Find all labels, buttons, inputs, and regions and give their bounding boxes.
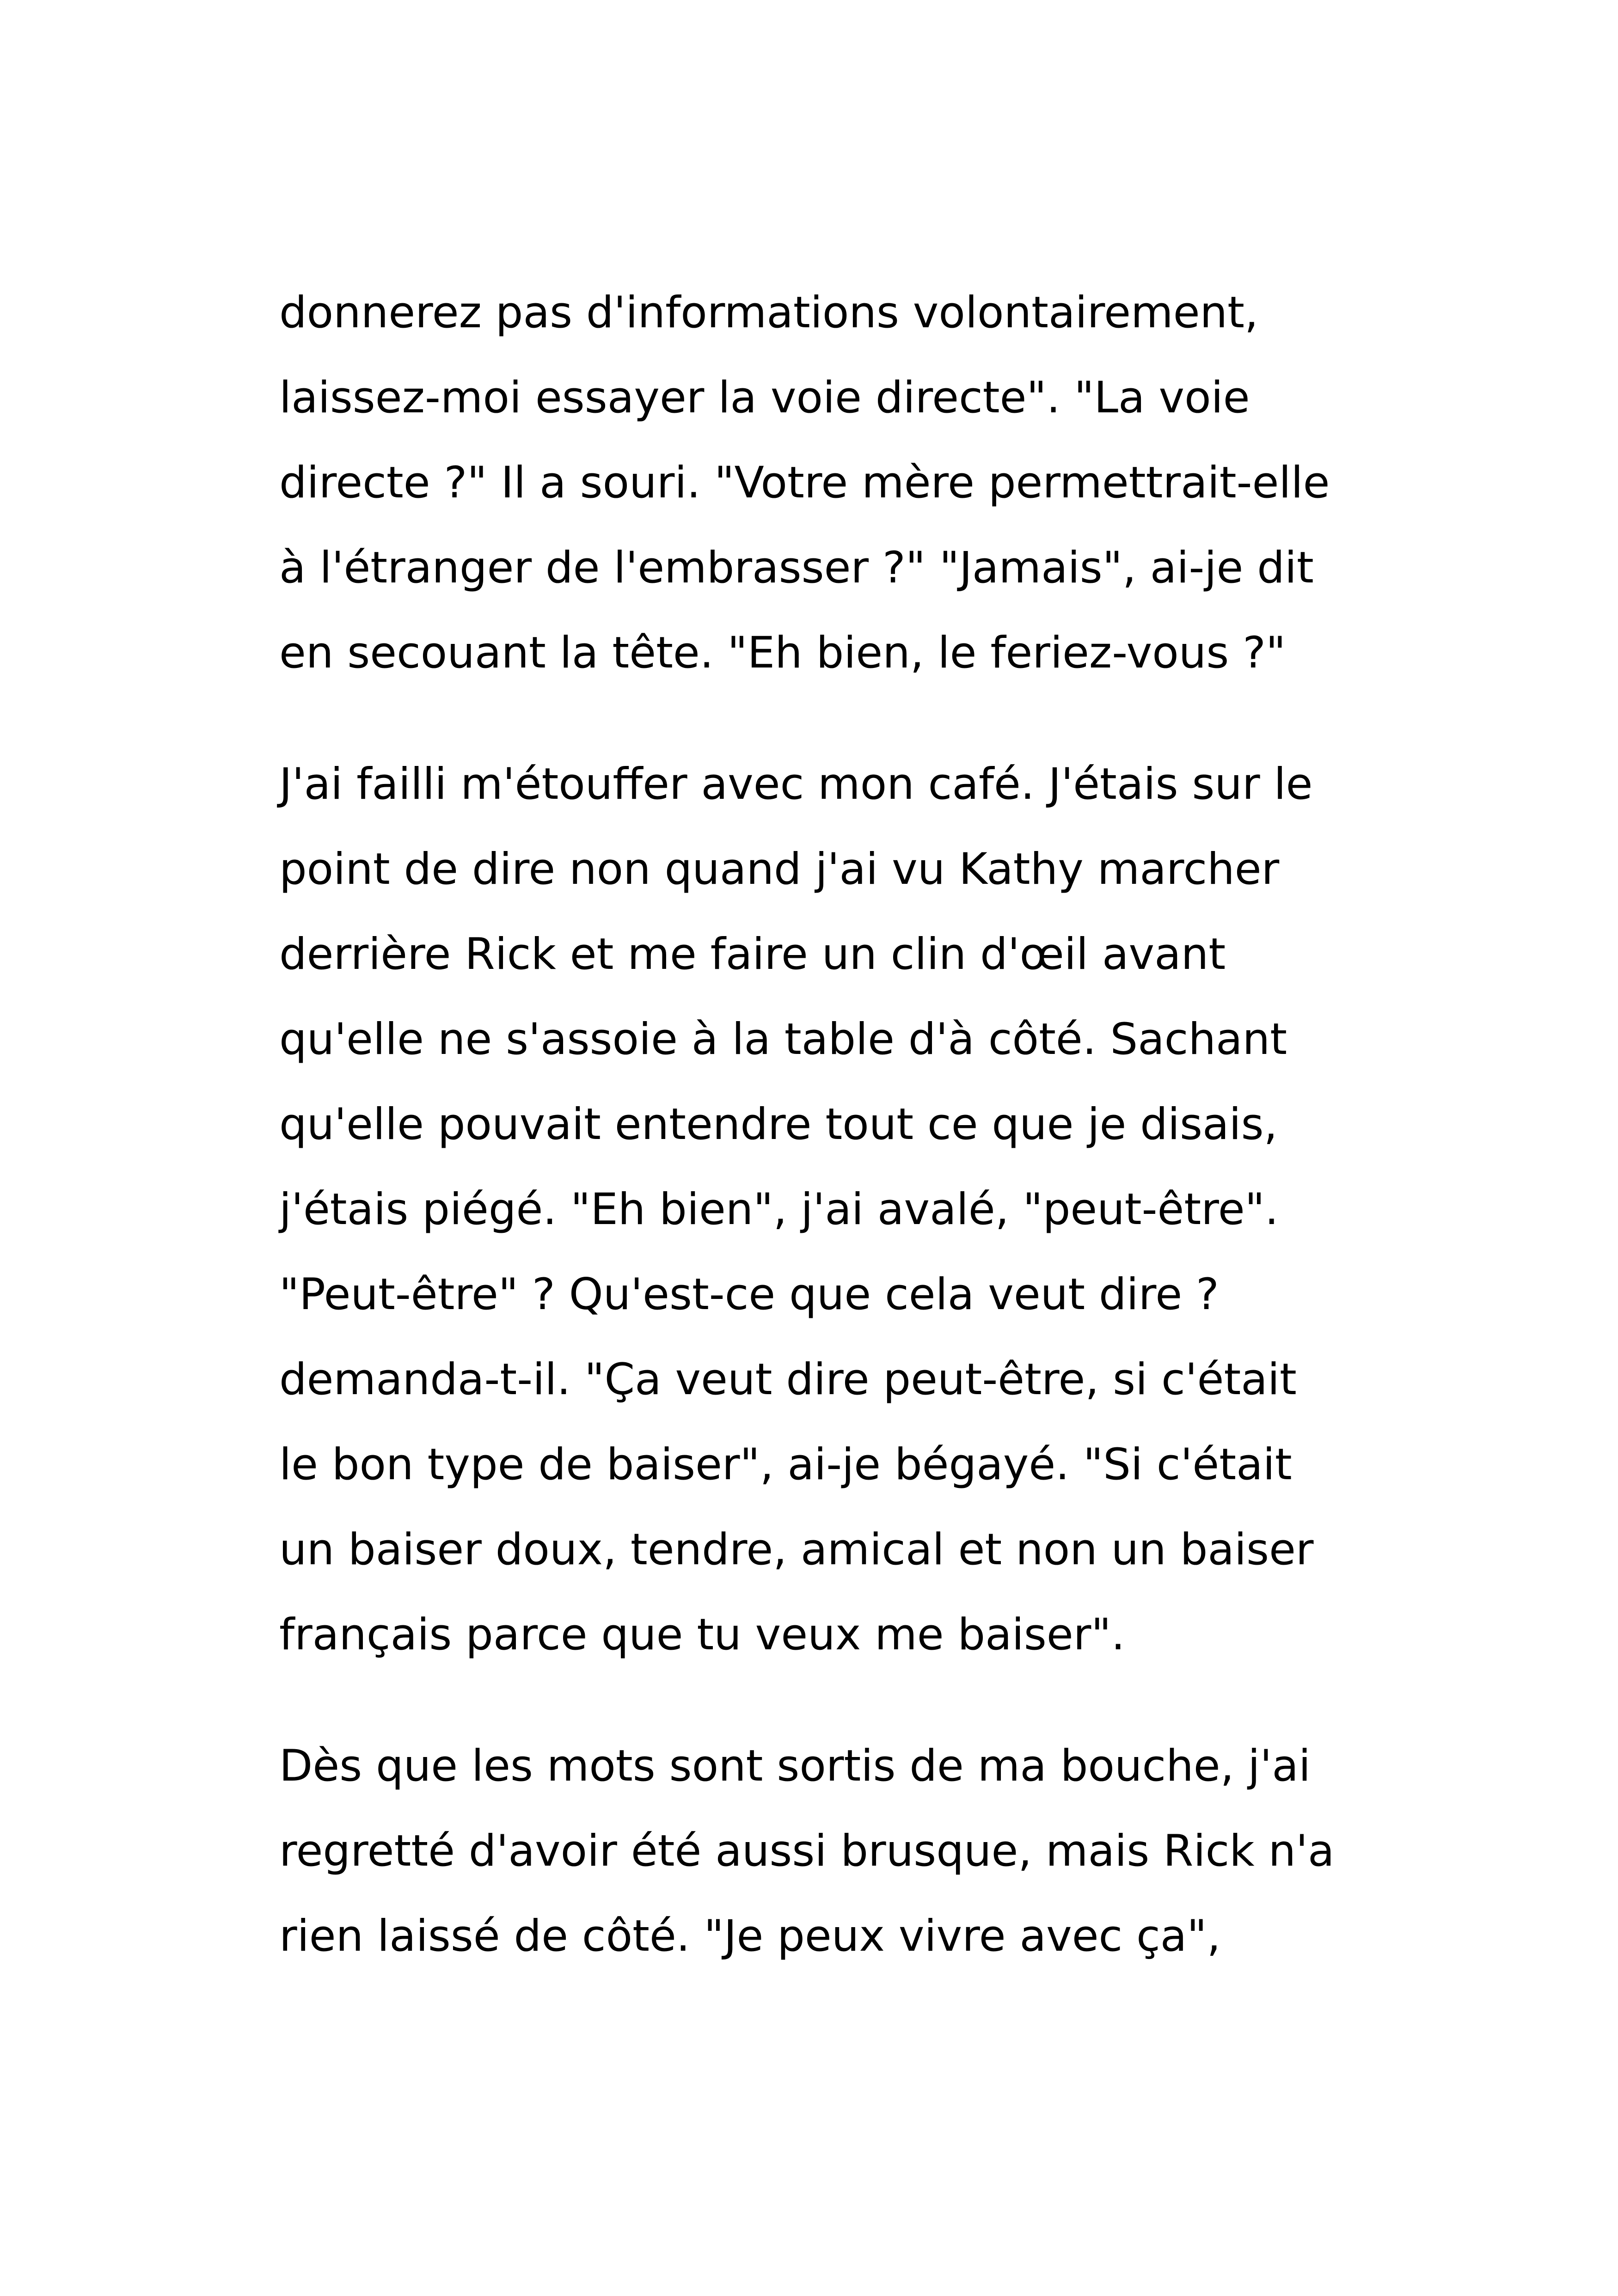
text-line: qu'elle ne s'assoie à la table d'à côté. Sachant: [279, 1014, 1287, 1065]
paragraph-3: [279, 1724, 1361, 1979]
body-text: [279, 270, 1361, 1979]
text-line: à l'étranger de l'embrasser ?" "Jamais", ai-je dit: [279, 543, 1314, 593]
text-line: J'ai failli m'étouffer avec mon café. J'étais sur le: [279, 759, 1313, 809]
text-line: rien laissé de côté. "Je peux vivre avec ça",: [279, 1911, 1221, 1961]
text-line: derrière Rick et me faire un clin d'œil avant: [279, 929, 1226, 980]
text-line: laissez-moi essayer la voie directe". "La voie: [279, 373, 1250, 423]
text-line: demanda-t-il. "Ça veut dire peut-être, si c'était: [279, 1354, 1297, 1405]
text-line: j'étais piégé. "Eh bien", j'ai avalé, "peut-être".: [279, 1184, 1279, 1235]
text-line: qu'elle pouvait entendre tout ce que je disais,: [279, 1099, 1278, 1150]
text-line: regretté d'avoir été aussi brusque, mais Rick n'a: [279, 1826, 1335, 1876]
paragraph-2: [279, 742, 1361, 1678]
text-line: le bon type de baiser", ai-je bégayé. "Si c'était: [279, 1439, 1292, 1490]
paragraph-1: [279, 270, 1361, 696]
text-line: donnerez pas d'informations volontairement,: [279, 288, 1258, 338]
text-line: directe ?" Il a souri. "Votre mère permettrait-elle: [279, 458, 1330, 508]
text-line: français parce que tu veux me baiser".: [279, 1610, 1125, 1660]
text-line: un baiser doux, tendre, amical et non un baiser: [279, 1525, 1314, 1575]
text-line: point de dire non quand j'ai vu Kathy marcher: [279, 844, 1280, 894]
text-line: "Peut-être" ? Qu'est-ce que cela veut dire ?: [279, 1269, 1219, 1320]
text-line: Dès que les mots sont sortis de ma bouche, j'ai: [279, 1741, 1311, 1791]
text-line: en secouant la tête. "Eh bien, le feriez-vous ?": [279, 628, 1286, 678]
